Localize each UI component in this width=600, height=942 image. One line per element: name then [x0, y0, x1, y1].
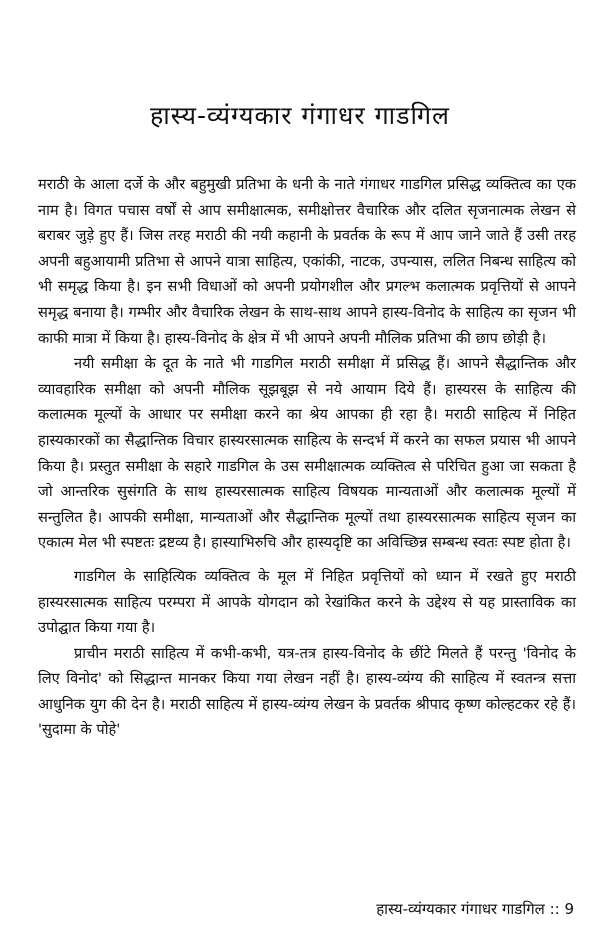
running-footer: हास्य-व्यंग्यकार गंगाधर गाडगिल :: 9 [376, 900, 574, 918]
paragraph-2: नयी समीक्षा के दूत के नाते भी गाडगिल मराठी समीक्षा में प्रसिद्ध हैं। आपने सैद्धान्तिक और व्यावहारिक समीक्षा को अपनी मौलिक सूझबूझ से नये आयाम दिये हैं। हास्यरस के साहित्य की कलात्मक मूल्यों के आधार पर समीक्षा करने का श्रेय आपका ही रहा है। मराठी साहित्य में निहित हास्यकारकों का सैद्धान्तिक विचार हास्यरसात्मक साहित्य के सन्दर्भ में करने का सफल प्रयास भी आपने किया है। प्रस्तुत समीक्षा के सहारे गाडगिल के उस समीक्षात्मक व्यक्तित्व से परिचित हुआ जा सकता है जो आन्तरिक सुसंगति के साथ हास्यरसात्मक साहित्य विषयक मान्यताओं और कलात्मक मूल्यों में सन्तुलित है। आपकी समीक्षा, मान्यताओं और सैद्धान्तिक मूल्यों तथा हास्यरसात्मक साहित्य सृजन का एकात्म मेल भी स्पष्टतः द्रष्टव्य है। हास्याभिरुचि और हास्यदृष्टि का अविच्छिन्न सम्बन्ध स्वतः स्पष्ट होता है। [38, 355, 576, 552]
paragraph-3: गाडगिल के साहित्यिक व्यक्तित्व के मूल में निहित प्रवृत्तियों को ध्यान में रखते हुए मराठी हास्यरसात्मक साहित्य परम्परा में आपके योगदान को रेखांकित करने के उद्देश्य से यह प्रास्ताविक का उपोद्घात किया गया है। [38, 567, 576, 637]
paragraph-4: प्राचीन मराठी साहित्य में कभी-कभी, यत्र-तत्र हास्य-विनोद के छींटे मिलते हैं परन्तु 'विनोद के लिए विनोद' को सिद्धान्त मानकर किया गया लेखन नहीं है। हास्य-व्यंग्य की साहित्य में स्वतन्त्र सत्ता आधुनिक युग की देन है। मराठी साहित्य में हास्य-व्यंग्य लेखन के प्रवर्तक श्रीपाद कृष्ण कोल्हटकर रहे हैं। 'सुदामा के पोहे' [38, 644, 576, 739]
chapter-body [38, 172, 576, 743]
paragraph-1: मराठी के आला दर्जे के और बहुमुखी प्रतिभा के धनी के नाते गंगाधर गाडगिल प्रसिद्ध व्यक्तित्व का एक नाम है। विगत पचास वर्षों से आप समीक्षात्मक, समीक्षोत्तर वैचारिक और दलित सृजनात्मक लेखन से बराबर जुड़े हुए हैं। जिस तरह मराठी की नयी कहानी के प्रवर्तक के रूप में आप जाने जाते हैं उसी तरह अपनी बहुआयामी प्रतिभा से आपने यात्रा साहित्य, एकांकी, नाटक, उपन्यास, ललित निबन्ध साहित्य को भी समृद्ध किया है। इन सभी विधाओं को अपनी प्रयोगशील और प्रगल्भ कलात्मक प्रवृत्तियों से आपने समृद्ध बनाया है। गम्भीर और वैचारिक लेखन के साथ-साथ आपने हास्य-विनोद के साहित्य का सृजन भी काफी मात्रा में किया है। हास्य-विनोद के क्षेत्र में भी आपने अपनी मौलिक प्रतिभा की छाप छोड़ी है। [38, 176, 576, 347]
chapter-title: हास्य-व्यंग्यकार गंगाधर गाडगिल [149, 101, 450, 130]
